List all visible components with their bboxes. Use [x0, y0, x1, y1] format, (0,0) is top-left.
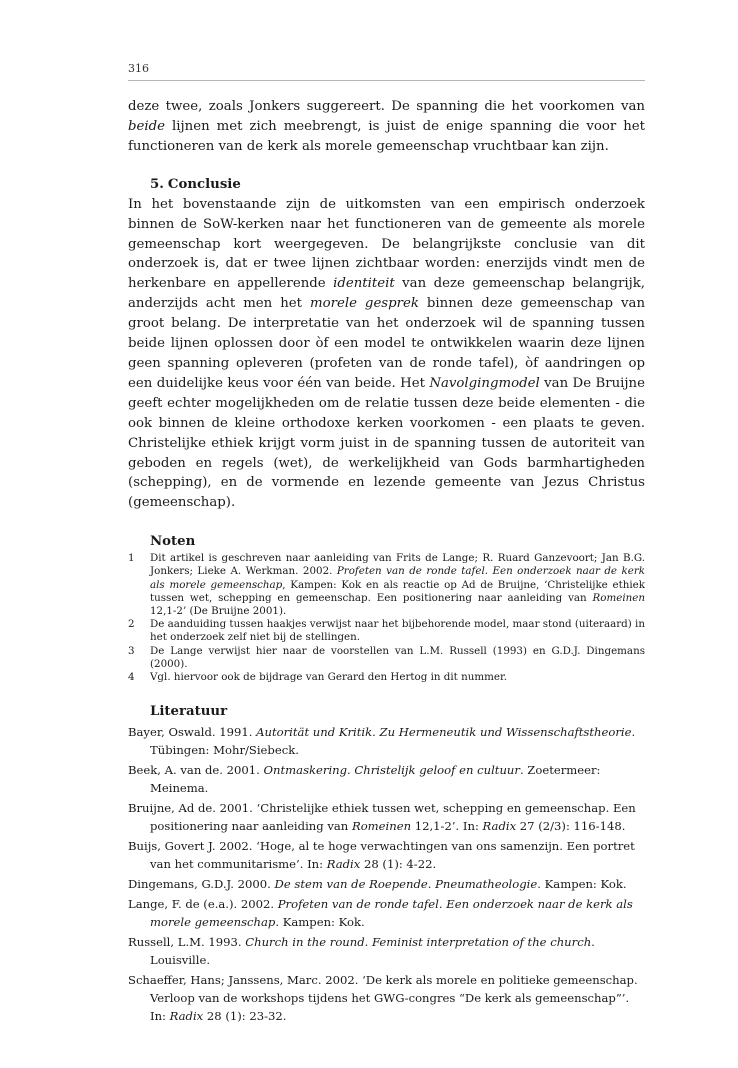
note-item: [128, 671, 645, 684]
notes-list: [128, 552, 645, 684]
header-rule: [128, 80, 645, 81]
note-number: 4: [128, 671, 135, 684]
literature-list: [128, 723, 645, 1025]
literature-entry: Buijs, Govert J. 2002. ‘Hoge, al te hoge verwachtingen van ons samenzijn. Een portret van het communitarisme’. In: Radix 28 (1): 4-22.: [128, 839, 635, 872]
notes-heading: Noten: [150, 534, 196, 550]
intro-paragraph: deze twee, zoals Jonkers suggereert. De spanning die het voorkomen van beide lijnen met zich meebrengt, is juist de enige spanning die voor het functioneren van de kerk als morele gemeenschap vruchtbaar kan zijn.: [128, 99, 645, 154]
page-number: 316: [128, 62, 149, 75]
note-item: [128, 645, 645, 671]
literature-entry: Dingemans, G.D.J. 2000. De stem van de Roepende. Pneumatheologie. Kampen: Kok.: [128, 877, 627, 892]
note-item: [128, 618, 645, 644]
note-text: Vgl. hiervoor ook de bijdrage van Gerard den Hertog in dit nummer.: [150, 671, 508, 684]
literature-entry: Beek, A. van de. 2001. Ontmaskering. Christelijk geloof en cultuur. Zoetermeer: Meinema.: [128, 763, 601, 796]
literature-entry: Bruijne, Ad de. 2001. ‘Christelijke ethiek tussen wet, schepping en gemeenschap. Een positionering naar aanleiding van Romeinen 12,1-2’. In: Radix 27 (2/3): 116-148.: [128, 801, 636, 834]
note-item: [128, 552, 645, 618]
note-text: Dit artikel is geschreven naar aanleiding van Frits de Lange; R. Ruard Ganzevoort; Jan B.G. Jonkers; Lieke A. Werkman. 2002. Profeten van de ronde tafel. Een onderzoek naar de kerk als morele gemeenschap, Kampen: Kok en als reactie op Ad de Bruijne, ‘Christelijke ethiek tussen wet, schepping en gemeenschap. Een positionering naar aanleiding van Romeinen 12,1-2’ (De Bruijne 2001).: [150, 552, 646, 618]
literature-entry: Lange, F. de (e.a.). 2002. Profeten van de ronde tafel. Een onderzoek naar de kerk als morele gemeenschap. Kampen: Kok.: [128, 897, 633, 930]
section-title: Conclusie: [167, 176, 241, 192]
literature-heading: Literatuur: [150, 704, 228, 720]
note-number: 3: [128, 644, 135, 657]
page-body: [128, 97, 645, 1027]
note-text: De Lange verwijst hier naar de voorstellen van L.M. Russell (1993) en G.D.J. Dingemans (2000).: [150, 644, 645, 670]
section-heading: [128, 175, 645, 195]
conclusion-paragraph: In het bovenstaande zijn de uitkomsten van een empirisch onderzoek binnen de SoW-kerken naar het functioneren van de gemeente als morele gemeenschap kort weergegeven. De belangrijkste conclusie van dit onderzoek is, dat er twee lijnen zichtbaar worden: enerzijds vindt men de herkenbare en appellerende identiteit van deze gemeenschap belangrijk, anderzijds acht men het morele gesprek binnen deze gemeenschap van groot belang. De interpretatie van het onderzoek wil de spanning tussen beide lijnen oplossen door òf een model te ontwikkelen waarin deze lijnen geen spanning opleveren (profeten van de ronde tafel), òf aandringen op een duidelijke keus voor één van beide. Het Navolgingmodel van De Bruijne geeft echter mogelijkheden om de relatie tussen deze beide elementen - die ook binnen de kleine orthodoxe kerken voorkomen - een plaats te geven. Christelijke ethiek krijgt vorm juist in de spanning tussen de autoriteit van geboden en regels (wet), de werkelijkheid van Gods barmhartigheden (schepping), en de vormende en lezende gemeente van Jezus Christus (gemeenschap).: [128, 196, 646, 511]
note-text: De aanduiding tussen haakjes verwijst naar het bijbehorende model, maar stond (uiteraard) in het onderzoek zelf niet bij de stellingen.: [150, 618, 645, 644]
section-number: 5.: [150, 176, 164, 192]
note-number: 2: [128, 618, 135, 631]
literature-entry: Schaeffer, Hans; Janssens, Marc. 2002. ‘De kerk als morele en politieke gemeenschap. Verloop van de workshops tijdens het GWG-congres “De kerk als gemeenschap”’. In: Radix 28 (1): 23-32.: [128, 973, 638, 1024]
literature-entry: Bayer, Oswald. 1991. Autorität und Kritik. Zu Hermeneutik und Wissenschaftstheorie. Tübingen: Mohr/Siebeck.: [128, 725, 636, 758]
note-number: 1: [128, 552, 135, 565]
literature-entry: Russell, L.M. 1993. Church in the round. Feminist interpretation of the church. Louisville.: [128, 935, 595, 968]
